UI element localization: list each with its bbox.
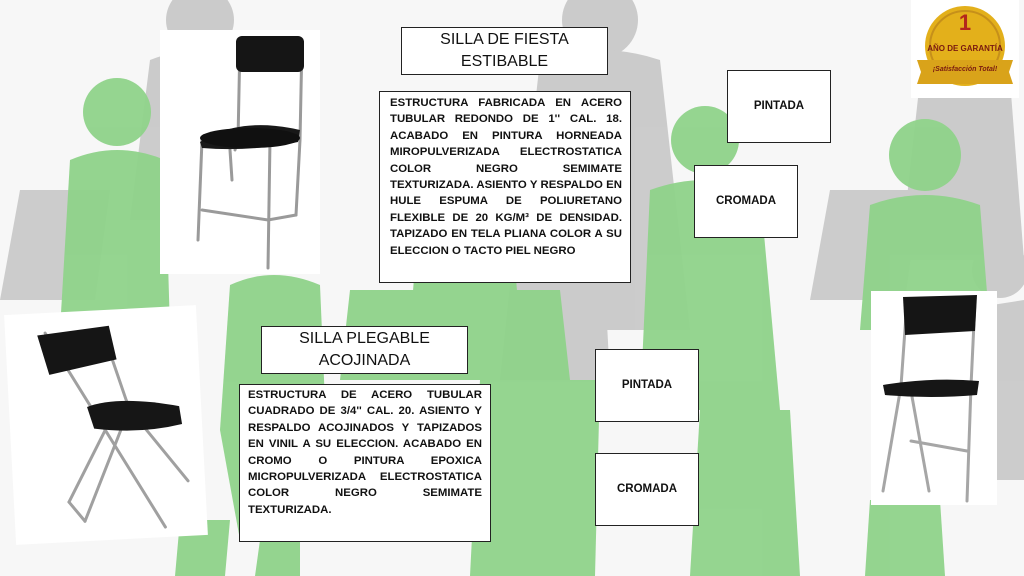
folding-chair-title-line1: SILLA PLEGABLE — [299, 330, 430, 347]
warranty-number: 1 — [958, 10, 972, 35]
folding-option-painted: PINTADA — [595, 349, 699, 422]
folding-chair-title-box — [261, 326, 468, 374]
stackable-chair-title-line2: ESTIBABLE — [460, 53, 549, 70]
stackable-chair-illustration — [160, 30, 320, 274]
warranty-text: AÑO DE GARANTÍA — [927, 44, 1003, 53]
stackable-option-chrome: CROMADA — [694, 165, 798, 238]
folding-chair-description: ESTRUCTURA DE ACERO TUBULAR CUADRADO DE 3/4'' CAL. 20. ASIENTO Y RESPALDO ACOJINADOS Y TAPIZADOS EN VINIL A SU ELECCION. ACABADO EN CROMO O PINTURA EPOXICA MICROPULVERIZADA ELECTROSTATICA COLOR NEGRO SEMIMATE TEXTURIZADA. — [239, 384, 491, 542]
stackable-chair-title-line1: SILLA DE FIESTA — [440, 31, 569, 48]
folding-chair-title-line2: ACOJINADA — [318, 352, 411, 369]
folding-option-chrome: CROMADA — [595, 453, 699, 526]
stackable-chair-photo — [160, 30, 320, 274]
warranty-slogan: ¡Satisfacción Total! — [932, 66, 998, 73]
stackable-chair-title-box — [401, 27, 608, 75]
folding-chair-photo-left — [4, 305, 208, 545]
stackable-chair-description: ESTRUCTURA FABRICADA EN ACERO TUBULAR REDONDO DE 1'' CAL. 18. ACABADO EN PINTURA HORNEADA MIROPULVERIZADA ELECTROSTATICA COLOR NEGRO SEMIMATE TEXTURIZADA. ASIENTO Y RESPALDO EN HULE ESPUMA DE POLIURETANO FLEXIBLE DE 20 KG/M³ DE DENSIDAD. TAPIZADO EN TELA PLIANA COLOR A SU ELECCION O TACTO PIEL NEGRO — [379, 91, 631, 283]
warranty-badge — [911, 0, 1019, 98]
folding-chair-illustration-left — [4, 305, 208, 545]
folding-chair-photo-right — [871, 291, 997, 505]
stackable-option-painted: PINTADA — [727, 70, 831, 143]
folding-chair-illustration-right — [871, 291, 997, 505]
